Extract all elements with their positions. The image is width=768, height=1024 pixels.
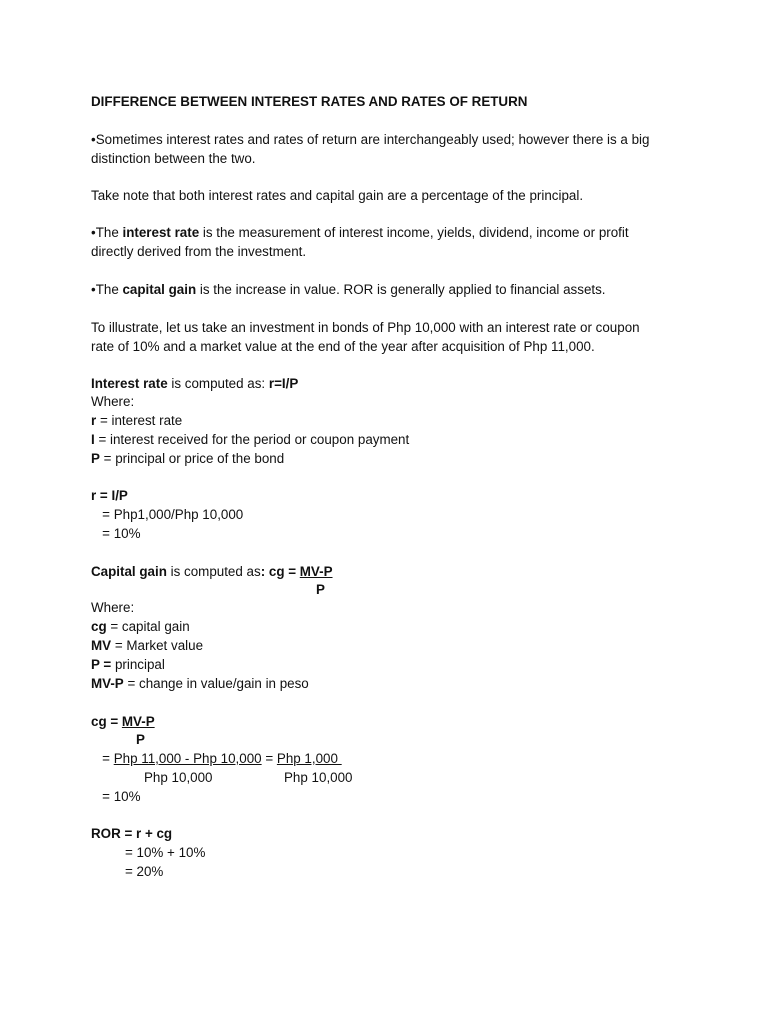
definition-r [91, 411, 182, 430]
paragraph-intro-line-1: •Sometimes interest rates and rates of return are interchangeably used; however there is a big [91, 132, 650, 147]
paragraph-note: Take note that both interest rates and capital gain are a percentage of the principal. [91, 188, 584, 203]
symbol: P = [91, 657, 112, 672]
symbol: cg [91, 619, 107, 634]
step-numerator: Php 11,000 - Php 10,000 [113, 751, 262, 766]
bullet-prefix: •The [91, 225, 123, 240]
definition: principal [111, 657, 165, 672]
symbol: MV-P [91, 676, 124, 691]
formula: r=I/P [268, 376, 299, 391]
definition-p [91, 449, 284, 468]
paragraph-illustration-line-2: rate of 10% and a market value at the end of the year after acquisition of Php 11,000. [91, 339, 595, 354]
step-denominator: Php 10,000 [144, 770, 213, 785]
ror-step-1: = 10% + 10% [125, 845, 206, 860]
paragraph-interest-rate-line-1 [91, 223, 629, 242]
formula-numerator: MV-P [121, 714, 155, 729]
term: Capital gain [91, 564, 167, 579]
paragraph-interest-rate-line-2: directly derived from the investment. [91, 244, 307, 259]
definition: = capital gain [106, 619, 190, 634]
definition: = change in value/gain in peso [123, 676, 309, 691]
symbol: r [91, 413, 97, 428]
bullet-prefix: •The [91, 282, 123, 297]
formula-prefix: cg = [91, 714, 122, 729]
equals: = [91, 751, 114, 766]
capital-calc-head [91, 712, 155, 731]
term-interest-rate: interest rate [122, 225, 200, 240]
paragraph-capital-gain [91, 280, 606, 299]
symbol: I [91, 432, 95, 447]
capital-calc-step-1 [91, 749, 342, 768]
capital-gain-heading [91, 562, 333, 581]
formula-numerator: MV-P [299, 564, 333, 579]
formula-prefix: : cg = [260, 564, 300, 579]
step-denominator: Php 10,000 [284, 770, 353, 785]
definition: = Market value [111, 638, 204, 653]
interest-calc-step-2: = 10% [91, 526, 141, 541]
term-capital-gain: capital gain [122, 282, 197, 297]
definition: = interest received for the period or coupon payment [94, 432, 410, 447]
symbol: P [91, 451, 100, 466]
formula-denominator: P [316, 582, 325, 597]
where-label: Where: [91, 394, 135, 409]
document-title: DIFFERENCE BETWEEN INTEREST RATES AND RATES OF RETURN [91, 94, 528, 109]
paragraph-illustration-line-1: To illustrate, let us take an investment in bonds of Php 10,000 with an interest rate or coupon [91, 320, 640, 335]
definition: = interest rate [96, 413, 183, 428]
where-label: Where: [91, 600, 135, 615]
heading-text: is computed as: [167, 376, 269, 391]
definition-mv [91, 636, 203, 655]
interest-calc-step-1: = Php1,000/Php 10,000 [91, 507, 244, 522]
formula-denominator: P [136, 732, 145, 747]
definition: = principal or price of the bond [99, 451, 285, 466]
equals: = [261, 751, 277, 766]
definition-mv-p [91, 674, 309, 693]
paragraph-intro-line-2: distinction between the two. [91, 151, 256, 166]
capital-calc-result: = 10% [91, 789, 141, 804]
term: Interest rate [91, 376, 168, 391]
definition-cg [91, 617, 190, 636]
symbol: MV [91, 638, 112, 653]
interest-rate-heading [91, 374, 298, 393]
definition-text: is the measurement of interest income, yields, dividend, income or profit [199, 225, 629, 240]
definition-text: is the increase in value. ROR is generally applied to financial assets. [196, 282, 606, 297]
ror-step-2: = 20% [125, 864, 164, 879]
interest-calc-head: r = I/P [91, 488, 128, 503]
definition-i [91, 430, 409, 449]
heading-text: is computed as [166, 564, 261, 579]
ror-head: ROR = r + cg [91, 826, 173, 841]
definition-p [91, 655, 165, 674]
step-numerator: Php 1,000 [276, 751, 342, 766]
